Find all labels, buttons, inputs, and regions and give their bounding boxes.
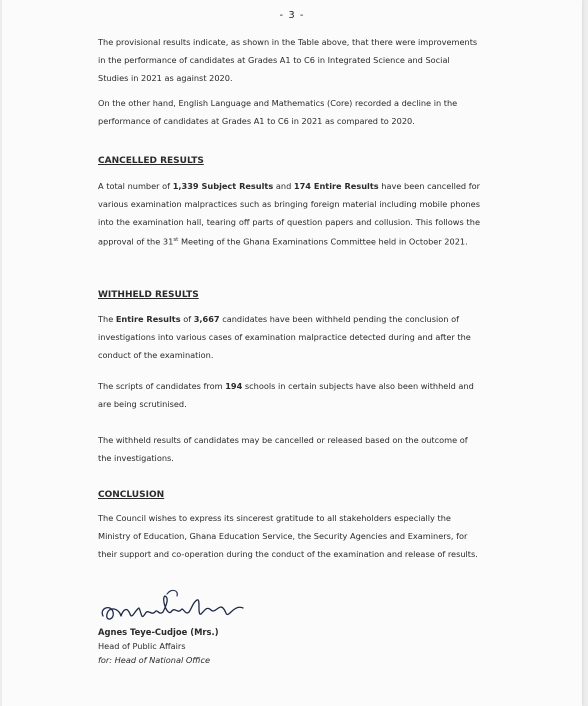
withheld-results-heading: WITHHELD RESULTS — [98, 290, 199, 300]
signatory-title: Head of Public Affairs — [98, 641, 186, 651]
document-page — [2, 0, 582, 706]
cancelled-results-heading: CANCELLED RESULTS — [98, 156, 204, 166]
withheld-p1-text-1: The — [98, 314, 116, 324]
withheld-p2-text-2: schools in certain subjects have also been withheld and are being scrutinised. — [98, 381, 474, 409]
cancelled-text-2: and — [273, 181, 294, 191]
withheld-p1-text-2: of — [180, 314, 194, 324]
page-number: - 3 - — [279, 10, 305, 21]
intro-paragraph-1: The provisional results indicate, as shown in the Table above, that there were improvements in the performance of candidates at Grades A1 to C6 in Integrated Science and Social Studies in 2021 as against 2020. — [98, 37, 478, 83]
withheld-p2-text-1: The scripts of candidates from — [98, 381, 226, 391]
cancelled-text-3: have been cancelled for various examination malpractices such as bringing foreign material including mobile phones into the examination hall, tearing off parts of question papers and collusion. This follows the approval of the 31 — [98, 181, 481, 247]
withheld-candidates-count: 3,667 — [193, 314, 220, 324]
cancelled-text-4: Meeting of the Ghana Examinations Committee held in October 2021. — [178, 236, 468, 247]
entire-results-label: Entire Results — [115, 314, 181, 324]
withheld-paragraph-2 — [98, 377, 480, 413]
ordinal-suffix: st — [173, 237, 179, 243]
handwritten-signature — [97, 586, 247, 630]
withheld-paragraph-1 — [98, 310, 480, 364]
subject-results-count: 1,339 Subject Results — [172, 181, 274, 191]
conclusion-paragraph: The Council wishes to express its sincerest gratitude to all stakeholders especially the Ministry of Education, Ghana Education Service, the Security Agencies and Examiners, for their support and co-operation during the conduct of the examination and release of results. — [98, 513, 478, 559]
withheld-schools-count: 194 — [225, 381, 243, 391]
entire-results-count: 174 Entire Results — [293, 181, 379, 191]
cancelled-text-1: A total number of — [98, 181, 173, 191]
intro-paragraph-2: On the other hand, English Language and Mathematics (Core) recorded a decline in the performance of candidates at Grades A1 to C6 in 2021 as compared to 2020. — [98, 98, 458, 126]
withheld-paragraph-3: The withheld results of candidates may be cancelled or released based on the outcome of the investigations. — [98, 435, 468, 463]
withheld-p1-text-3: candidates have been withheld pending the conclusion of investigations into various cases of examination malpractice detected during and after the conduct of the examination. — [98, 314, 471, 360]
signatory-name: Agnes Teye-Cudjoe (Mrs.) — [98, 627, 219, 637]
conclusion-heading: CONCLUSION — [98, 490, 165, 500]
cancelled-results-paragraph — [98, 177, 480, 251]
signatory-office: for: Head of National Office — [98, 655, 211, 665]
